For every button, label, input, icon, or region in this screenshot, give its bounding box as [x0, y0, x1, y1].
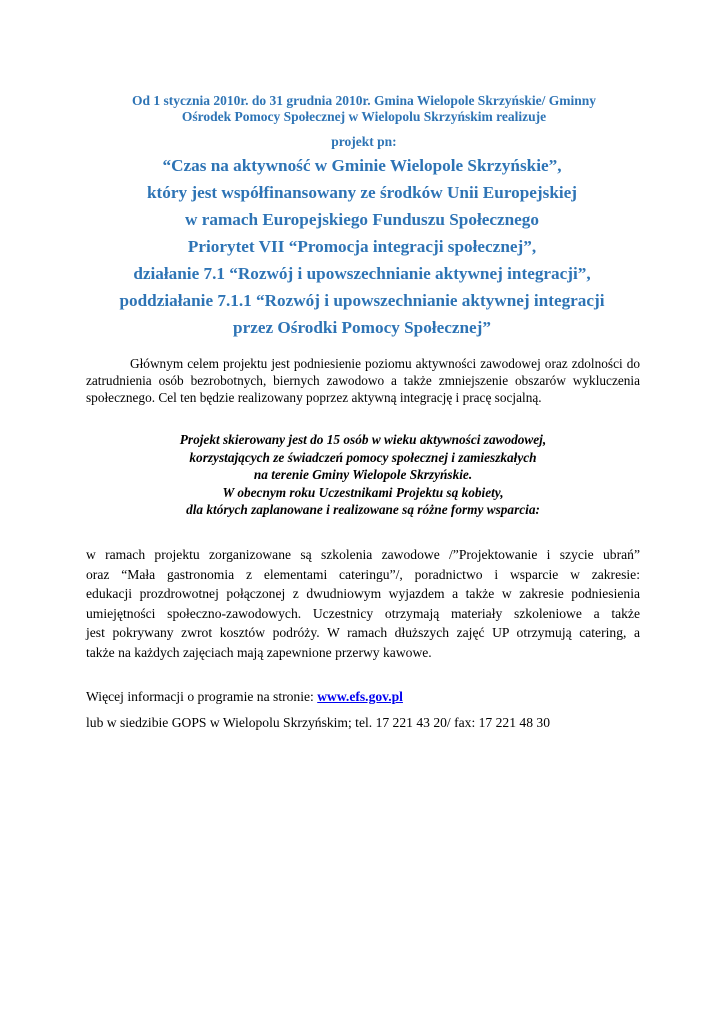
intro-line: Ośrodek Pomocy Społecznej w Wielopolu Skrzyńskim realizuje	[181, 109, 547, 124]
project-label: projekt pn:	[331, 134, 397, 149]
title-line: Priorytet VII “Promocja integracji społecznej”,	[187, 237, 537, 256]
target-group-text	[86, 431, 640, 519]
project-title	[60, 152, 664, 341]
efs-link[interactable]: www.efs.gov.pl	[317, 689, 403, 704]
activities-paragraph	[86, 545, 640, 663]
target-line: na terenie Gminy Wielopole Skrzyńskie.	[253, 467, 473, 483]
title-line: który jest współfinansowany ze środków Unii Europejskiej	[146, 183, 578, 202]
target-line: W obecnym roku Uczestnikami Projektu są kobiety,	[222, 484, 504, 500]
contact-info	[86, 688, 640, 732]
more-info-row	[86, 688, 640, 706]
target-line: dla których zaplanowane i realizowane są różne formy wsparcia:	[186, 502, 540, 518]
intro-line: Od 1 stycznia 2010r. do 31 grudnia 2010r. Gmina Wielopole Skrzyńskie/ Gminny	[132, 93, 596, 108]
activities-line: umiejętności społeczno-zawodowych. Uczestnicy otrzymają materiały szkoleniowe a także	[86, 605, 640, 621]
activities-line: oraz “Mała gastronomia z elementami cateringu”/, poradnictwo i wsparcie w zakresie:	[86, 566, 640, 582]
target-line: Projekt skierowany jest do 15 osób w wieku aktywności zawodowej,	[179, 432, 547, 447]
title-line: poddziałanie 7.1.1 “Rozwój i upowszechnianie aktywnej integracji	[119, 291, 605, 310]
activities-line: także na każdych zajęciach mają zapewnione przerwy kawowe.	[86, 644, 432, 660]
activities-line: edukacji prozdrowotnej połączonej z dwudniowym wyjazdem a także w zakresie podniesienia	[86, 586, 640, 602]
contact-text: lub w siedzibie GOPS w Wielopolu Skrzyńskim; tel. 17 221 43 20/ fax: 17 221 48 30	[86, 715, 551, 730]
title-line: przez Ośrodki Pomocy Społecznej”	[233, 318, 491, 337]
title-line: “Czas na aktywność w Gminie Wielopole Skrzyńskie”,	[162, 156, 562, 175]
intro-heading	[88, 93, 640, 125]
activities-line: w ramach projektu zorganizowane są szkolenia zawodowe /”Projektowanie i szycie ubrań”	[86, 547, 640, 562]
goal-paragraph: Głównym celem projektu jest podniesienie poziomu aktywności zawodowej oraz zdolności do zatrudnienia osób bezrobotnych, biernych zawodowo a także zmniejszenie obszarów wykluczenia społecznego. Cel ten będzie realizowany poprzez aktywną integrację i pracę socjalną.	[86, 356, 640, 405]
title-line: działanie 7.1 “Rozwój i upowszechnianie aktywnej integracji”,	[133, 264, 591, 283]
activities-line: jest pokrywany zwrot kosztów podróży. W ramach dłuższych zajęć UP otrzymują catering, a	[86, 625, 640, 641]
target-line: korzystających ze świadczeń pomocy społecznej i zamieszkałych	[189, 449, 537, 465]
more-info-text: Więcej informacji o programie na stronie:	[86, 689, 318, 704]
title-line: w ramach Europejskiego Funduszu Społecznego	[185, 210, 539, 229]
